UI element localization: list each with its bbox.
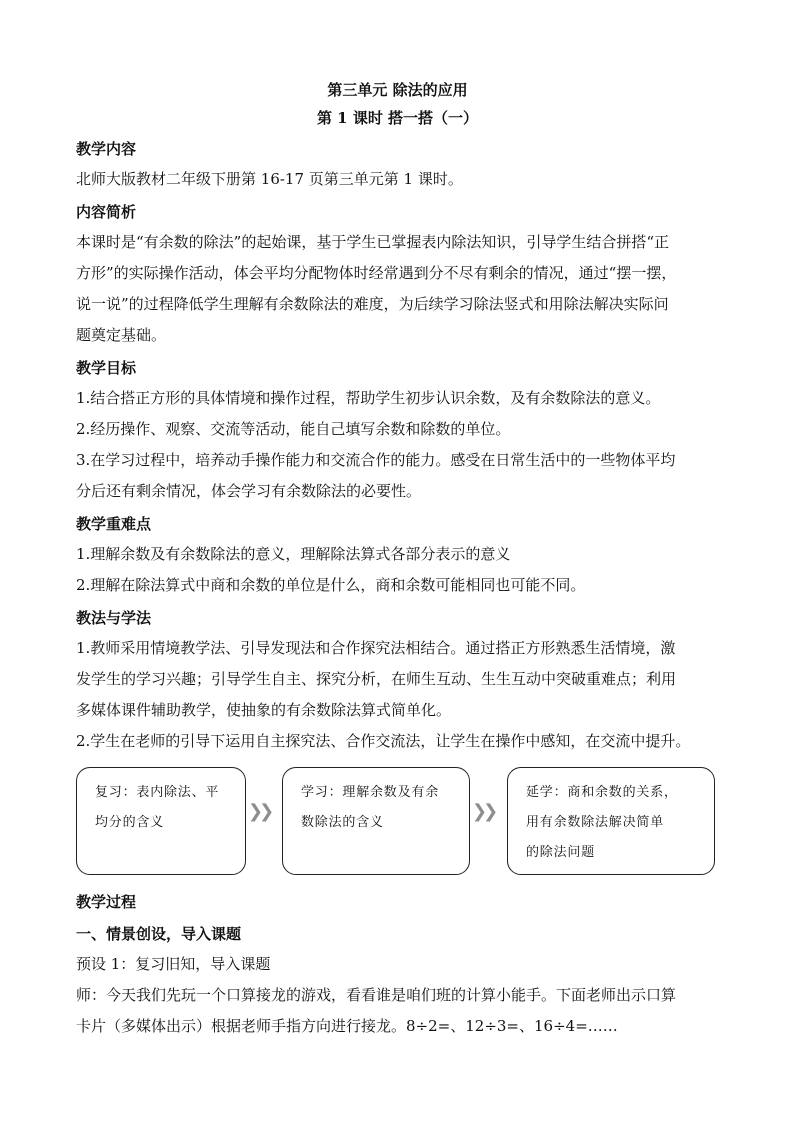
flow-box-line: 复习：表内除法、平: [95, 785, 220, 800]
paragraph-line: 本课时是“有余数的除法”的起始课，基于学生已掌握表内除法知识，引导学生结合拼搭“正: [76, 233, 670, 251]
paragraph-line: 多媒体课件辅助教学，使抽象的有余数除法算式简单化。: [76, 701, 452, 719]
paragraph-line: 2.经历操作、观察、交流等活动，能自己填写余数和除数的单位。: [76, 420, 511, 438]
flow-box-line: 均分的含义: [95, 815, 165, 830]
flow-box-line: 数除法的含义: [301, 815, 384, 830]
flow-box-extend: [507, 767, 715, 875]
section-heading: 教学重难点: [76, 515, 152, 533]
paragraph-line: 3.在学习过程中，培养动手操作能力和交流合作的能力。感受在日常生活中的一些物体平均: [76, 451, 676, 469]
flow-box-review: [76, 767, 246, 875]
paragraph-line: 题奠定基础。: [76, 326, 167, 344]
section-heading: 教学内容: [76, 140, 137, 158]
paragraph-line: 2.理解在除法算式中商和余数的单位是什么，商和余数可能相同也可能不同。: [76, 576, 586, 594]
section-heading: 教学目标: [76, 359, 137, 377]
flow-box-line: 用有余数除法解决简单: [526, 815, 665, 830]
paragraph-line: 分后还有剩余情况，体会学习有余数除法的必要性。: [76, 482, 422, 500]
section-content-analysis: [76, 197, 719, 351]
flow-box-line: 学习：理解余数及有余: [301, 785, 440, 800]
unit-title: 第三单元 除法的应用: [327, 81, 468, 99]
section-methods: [76, 603, 719, 757]
paragraph-line: 卡片（多媒体出示）根据老师手指方向进行接龙。8÷2=、12÷3=、16÷4=……: [76, 1017, 618, 1035]
subsection-heading: 一、情景创设，导入课题: [76, 925, 242, 943]
flow-box-learn: [282, 767, 470, 875]
section-heading: 内容简析: [76, 203, 137, 221]
paragraph-line: 北师大版教材二年级下册第 16-17 页第三单元第 1 课时。: [76, 170, 463, 188]
paragraph-line: 师：今天我们先玩一个口算接龙的游戏，看看谁是咱们班的计算小能手。下面老师出示口算: [76, 986, 677, 1004]
paragraph-line: 发学生的学习兴趣；引导学生自主、探究分析，在师生互动、生生互动中突破重难点；利用: [76, 670, 677, 688]
flow-box-line: 的除法问题: [526, 845, 596, 860]
section-teaching-process: [76, 887, 719, 1042]
double-chevron-right-icon: ❯❯: [472, 801, 495, 822]
paragraph-line: 1.理解余数及有余数除法的意义，理解除法算式各部分表示的意义: [76, 545, 511, 563]
section-heading: 教学过程: [76, 893, 137, 911]
lesson-title: 第 1 课时 搭一搭（一）: [316, 109, 479, 127]
paragraph-line: 方形”的实际操作活动，体会平均分配物体时经常遇到分不尽有剩余的情况，通过“摆一摆，: [76, 264, 677, 282]
section-teaching-objectives: [76, 353, 719, 507]
section-teaching-content: [76, 134, 719, 195]
double-chevron-right-icon: ❯❯: [248, 801, 271, 822]
flow-box-line: 延学：商和余数的关系，: [526, 785, 678, 800]
learning-flow-diagram: [76, 767, 719, 885]
paragraph-line: 预设 1：复习旧知，导入课题: [76, 955, 271, 973]
paragraph-line: 1.教师采用情境教学法、引导发现法和合作探究法相结合。通过搭正方形熟悉生活情境，激: [76, 639, 676, 657]
section-key-difficulties: [76, 509, 719, 601]
paragraph-line: 2.学生在老师的引导下运用自主探究法、合作交流法，让学生在操作中感知，在交流中提升。: [76, 732, 691, 750]
paragraph-line: 1.结合搭正方形的具体情境和操作过程，帮助学生初步认识余数，及有余数除法的意义。: [76, 389, 661, 407]
section-heading: 教法与学法: [76, 609, 152, 627]
paragraph-line: 说一说”的过程降低学生理解有余数除法的难度，为后续学习除法竖式和用除法解决实际问: [76, 295, 669, 313]
